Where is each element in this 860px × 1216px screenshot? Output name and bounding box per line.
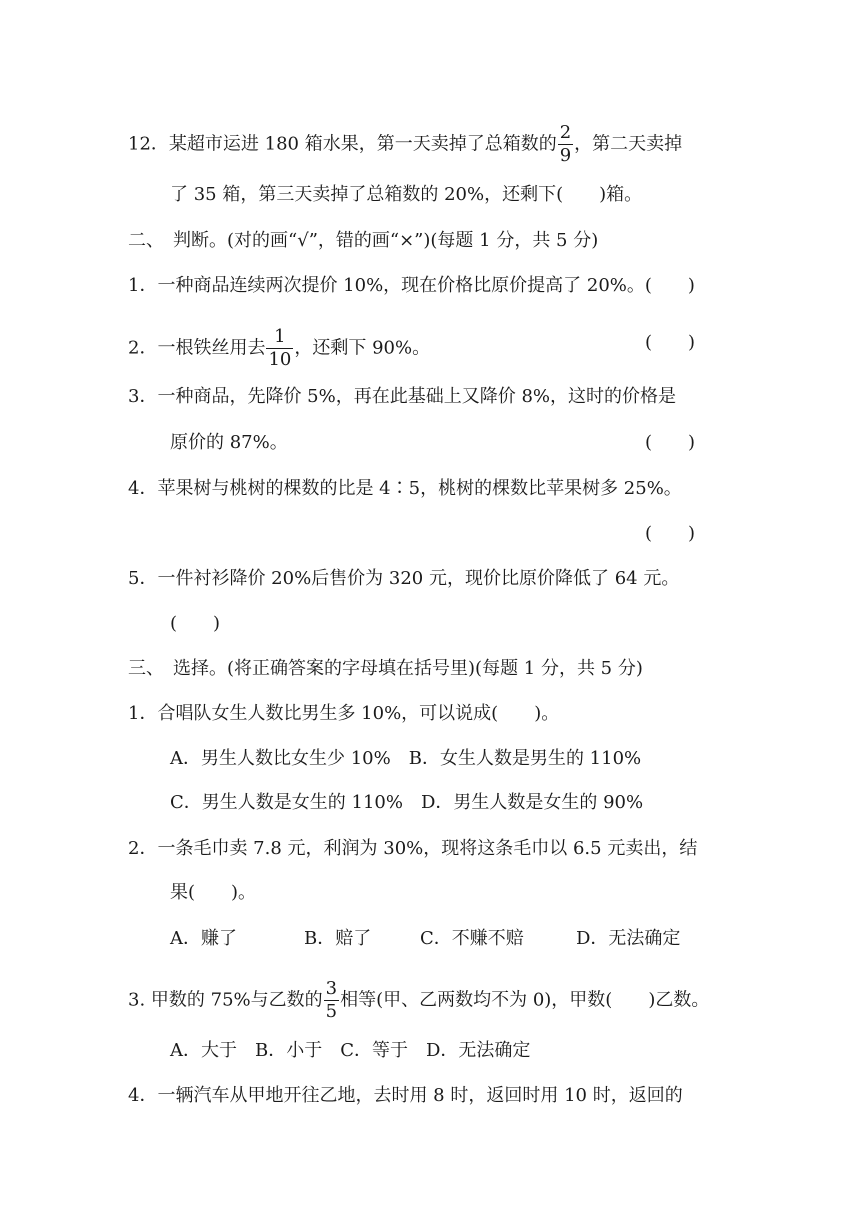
fraction-3-5: $\frac{3}{5}$ [325,978,338,1022]
q12-text-part1: 12．某超市运进 180 箱水果，第一天卖掉了总箱数的 [128,133,557,155]
judge-item-4-answer-paren: ( ) [645,523,696,544]
judge-item-5-answer-paren: ( ) [170,613,221,634]
choice-q3-stem: 3. 甲数的 75%与乙数的 $\frac{3}{5}$ 相等(甲、乙两数均不为 0)，甲数( )乙数。 [128,978,710,1022]
judge-item-3-answer-paren: ( ) [645,432,696,453]
choice-q2-option-c: C．不赚不赔 [420,928,524,949]
judge-item-2: 2．一根铁丝用去 $\frac{1}{10}$ ，还剩下 90%。 [128,326,431,370]
fraction-1-10: $\frac{1}{10}$ [268,326,292,370]
judge-item-3-line2: 原价的 87%。 [170,432,288,453]
choice-q3-options: A．大于 B．小于 C．等于 D．无法确定 [170,1040,531,1061]
choice-q2-option-d: D．无法确定 [576,928,681,949]
section-3-heading: 三、 选择。(将正确答案的字母填在括号里)(每题 1 分，共 5 分) [128,658,643,679]
choice-q2-option-b: B．赔了 [304,928,372,949]
choice-q2-option-a: A．赚了 [170,928,237,949]
judge-item-5-line1: 5．一件衬衫降价 20%后售价为 320 元，现价比原价降低了 64 元。 [128,568,680,589]
choice-q2-line1: 2．一条毛巾卖 7.8 元，利润为 30%，现将这条毛巾以 6.5 元卖出，结 [128,838,698,859]
fraction-2-9: $\frac{2}{9}$ [559,122,572,166]
choice-q1-options-line2: C．男生人数是女生的 110% D．男生人数是女生的 90% [170,792,644,813]
question-12-line1 [128,124,682,165]
judge-item-4-line1: 4．苹果树与桃树的棵数的比是 4∶5，桃树的棵数比苹果树多 25%。 [128,478,682,499]
choice-q2-line2: 果( )。 [170,882,257,903]
judge-item-2-answer-paren: ( ) [645,332,696,353]
question-12-line2: 了 35 箱，第三天卖掉了总箱数的 20%，还剩下( )箱。 [170,184,643,205]
section-2-heading: 二、 判断。(对的画“√”，错的画“×”)(每题 1 分，共 5 分) [128,230,599,251]
judge-item-3-line1: 3．一种商品，先降价 5%，再在此基础上又降价 8%，这时的价格是 [128,386,677,407]
choice-q1-options-line1: A．男生人数比女生少 10% B．女生人数是男生的 110% [170,748,642,769]
judge-item-1: 1．一种商品连续两次提价 10%，现在价格比原价提高了 20%。( ) [128,275,695,296]
choice-q4-line1: 4．一辆汽车从甲地开往乙地，去时用 8 时，返回时用 10 时，返回的 [128,1085,683,1106]
choice-q1-stem: 1．合唱队女生人数比男生多 10%，可以说成( )。 [128,703,560,724]
q12-text-part2: ，第二天卖掉 [574,133,683,155]
